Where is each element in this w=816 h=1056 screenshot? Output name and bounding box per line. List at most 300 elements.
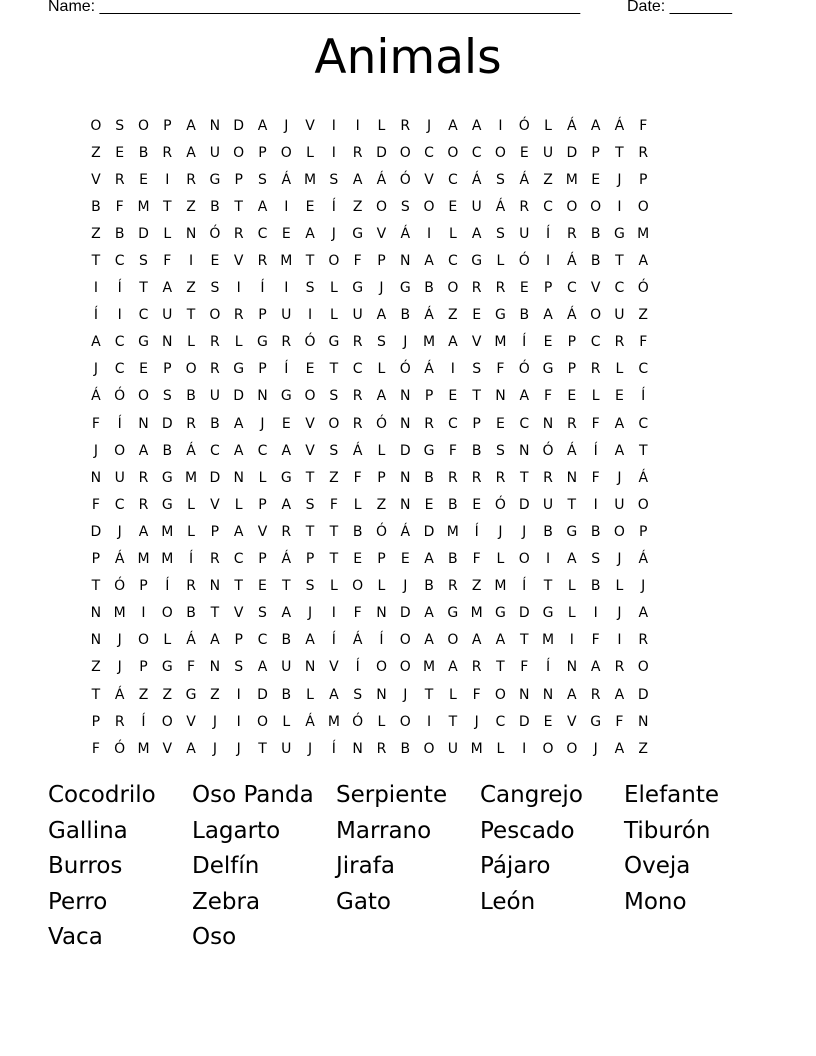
grid-cell: Z: [138, 686, 149, 703]
grid-cell: S: [234, 659, 244, 676]
grid-cell: R: [566, 415, 577, 432]
word-list-item: Oveja: [624, 853, 691, 879]
grid-cell: F: [591, 415, 600, 432]
grid-cell: L: [615, 578, 624, 595]
grid-cell: N: [233, 469, 244, 486]
grid-cell: C: [233, 551, 244, 568]
grid-cell: G: [590, 713, 602, 730]
grid-cell: B: [91, 198, 101, 215]
grid-cell: D: [233, 117, 245, 134]
grid-cell: Á: [281, 551, 292, 568]
grid-cell: Ó: [209, 225, 221, 242]
grid-cell: Í: [641, 388, 646, 405]
grid-cell: G: [399, 280, 411, 297]
grid-cell: A: [233, 523, 244, 540]
grid-cell: N: [637, 713, 649, 730]
grid-cell: J: [212, 740, 217, 757]
grid-cell: G: [542, 605, 554, 622]
grid-cell: I: [593, 605, 598, 622]
grid-cell: A: [257, 198, 268, 215]
grid-cell: V: [162, 740, 173, 757]
grid-cell: P: [258, 551, 267, 568]
word-list-item: Marrano: [336, 817, 432, 844]
grid-cell: I: [593, 496, 598, 513]
grid-cell: I: [236, 713, 241, 730]
grid-cell: S: [305, 496, 315, 513]
grid-cell: Í: [545, 659, 551, 676]
name-label: Name: ______________________________________________________: [48, 0, 581, 15]
grid-cell: V: [376, 225, 387, 242]
grid-cell: A: [448, 117, 458, 134]
grid-cell: Ó: [518, 253, 530, 270]
grid-cell: F: [472, 551, 481, 568]
grid-cell: B: [281, 686, 292, 703]
grid-cell: B: [210, 415, 220, 432]
grid-cell: P: [163, 361, 172, 378]
grid-row: [84, 329, 655, 356]
grid-cell: O: [494, 686, 506, 703]
grid-cell: N: [352, 740, 363, 757]
grid-cell: Ó: [304, 334, 316, 351]
grid-cell: P: [567, 361, 577, 378]
grid-cell: I: [450, 361, 455, 378]
grid-cell: Í: [117, 415, 122, 432]
grid-cell: M: [280, 253, 293, 270]
grid-cell: A: [233, 442, 244, 459]
grid-cell: D: [518, 605, 530, 622]
grid-cell: G: [328, 334, 340, 351]
grid-row: [84, 627, 655, 654]
grid-cell: A: [471, 225, 482, 242]
word-list-item: Cocodrilo: [48, 782, 156, 808]
grid-cell: F: [91, 740, 100, 757]
grid-cell: U: [519, 225, 530, 242]
grid-cell: M: [446, 523, 459, 540]
grid-cell: Ó: [518, 117, 530, 134]
grid-cell: U: [471, 198, 482, 215]
grid-cell: C: [638, 415, 649, 432]
grid-cell: J: [617, 171, 622, 188]
grid-cell: S: [591, 551, 601, 568]
grid-cell: V: [210, 496, 220, 513]
grid-cell: D: [90, 523, 102, 540]
grid-cell: B: [352, 523, 363, 540]
grid-cell: C: [257, 442, 268, 459]
grid-cell: L: [377, 713, 386, 730]
grid-cell: M: [137, 551, 150, 568]
grid-cell: Á: [352, 632, 363, 649]
grid-cell: T: [163, 198, 172, 215]
grid-cell: L: [234, 334, 243, 351]
grid-cell: A: [305, 225, 315, 242]
grid-cell: A: [138, 523, 149, 540]
grid-cell: G: [471, 253, 483, 270]
grid-cell: N: [519, 686, 530, 703]
grid-cell: R: [138, 496, 149, 513]
grid-cell: P: [139, 659, 148, 676]
grid-cell: F: [639, 117, 648, 134]
grid-cell: I: [545, 551, 551, 568]
grid-cell: E: [496, 415, 505, 432]
grid-cell: V: [424, 171, 434, 188]
grid-cell: B: [114, 225, 125, 242]
grid-cell: O: [637, 659, 649, 676]
grid-cell: L: [544, 117, 552, 134]
grid-cell: C: [138, 307, 149, 324]
grid-cell: O: [613, 523, 625, 540]
grid-cell: Á: [471, 171, 482, 188]
grid-cell: T: [472, 388, 481, 405]
grid-cell: J: [403, 578, 408, 595]
grid-cell: I: [93, 280, 98, 297]
grid-cell: N: [400, 253, 411, 270]
grid-cell: R: [590, 686, 601, 703]
grid-cell: F: [496, 361, 505, 378]
grid-cell: O: [328, 415, 340, 432]
grid-cell: U: [542, 496, 554, 513]
grid-cell: R: [186, 578, 196, 595]
grid-cell: B: [186, 605, 196, 622]
grid-cell: R: [138, 469, 149, 486]
grid-cell: A: [91, 334, 101, 351]
grid-cell: R: [162, 144, 173, 161]
grid-cell: N: [400, 415, 411, 432]
grid-cell: J: [93, 442, 98, 459]
grid-cell: N: [566, 659, 578, 676]
grid-row: [84, 220, 655, 247]
grid-cell: I: [498, 117, 503, 134]
word-list-item: Delfín: [192, 853, 260, 879]
grid-cell: B: [448, 496, 458, 513]
grid-cell: N: [400, 496, 411, 513]
grid-cell: U: [281, 307, 292, 324]
grid-cell: G: [352, 280, 364, 297]
grid-cell: I: [284, 198, 289, 215]
grid-cell: F: [329, 496, 338, 513]
grid-cell: A: [257, 659, 268, 676]
grid-cell: T: [496, 659, 505, 676]
grid-cell: O: [447, 144, 459, 161]
grid-cell: B: [471, 442, 482, 459]
grid-cell: B: [590, 253, 601, 270]
grid-cell: G: [280, 388, 292, 405]
grid-cell: C: [638, 361, 649, 378]
grid-cell: B: [162, 442, 173, 459]
grid-cell: V: [590, 280, 601, 297]
grid-cell: Ó: [542, 442, 554, 459]
grid-cell: F: [91, 415, 100, 432]
grid-cell: T: [615, 144, 624, 161]
grid-cell: A: [281, 605, 292, 622]
grid-cell: P: [91, 713, 101, 730]
grid-cell: R: [186, 415, 196, 432]
grid-cell: F: [187, 659, 196, 676]
grid-cell: Í: [545, 225, 551, 242]
grid-cell: L: [329, 307, 338, 324]
grid-cell: L: [496, 253, 505, 270]
header: [48, 0, 732, 16]
grid-cell: Z: [448, 307, 458, 324]
grid-row: [84, 464, 655, 491]
grid-cell: E: [448, 388, 458, 405]
grid-cell: I: [331, 605, 336, 622]
grid-cell: A: [614, 415, 625, 432]
grid-cell: R: [210, 361, 220, 378]
grid-cell: Z: [186, 280, 196, 297]
grid-cell: A: [424, 253, 434, 270]
grid-cell: D: [257, 686, 268, 703]
grid-cell: T: [448, 713, 458, 730]
grid-cell: I: [308, 307, 313, 324]
grid-cell: J: [93, 361, 98, 378]
grid-cell: D: [399, 605, 411, 622]
grid-cell: G: [423, 442, 435, 459]
grid-row: [84, 654, 655, 681]
grid-cell: E: [615, 388, 624, 405]
grid-cell: N: [566, 469, 578, 486]
grid-cell: R: [543, 469, 553, 486]
grid-cell: R: [471, 280, 482, 297]
grid-cell: F: [353, 469, 362, 486]
grid-cell: Á: [281, 171, 292, 188]
grid-cell: D: [566, 144, 578, 161]
grid-cell: G: [161, 496, 173, 513]
grid-cell: F: [353, 253, 362, 270]
grid-cell: I: [355, 117, 360, 134]
grid-cell: P: [258, 361, 267, 378]
grid-cell: L: [377, 578, 386, 595]
grid-cell: J: [308, 605, 313, 622]
grid-cell: A: [614, 442, 625, 459]
grid-cell: Í: [260, 280, 265, 297]
grid-cell: R: [471, 659, 482, 676]
grid-row: [84, 491, 655, 518]
grid-cell: B: [424, 280, 434, 297]
grid-cell: S: [400, 198, 410, 215]
grid-cell: R: [638, 144, 649, 161]
grid-cell: N: [304, 659, 316, 676]
grid-row: [84, 437, 655, 464]
grid-cell: J: [117, 632, 122, 649]
word-list-item: Gallina: [48, 817, 128, 844]
grid-cell: T: [234, 198, 243, 215]
grid-cell: S: [258, 171, 267, 188]
grid-cell: T: [638, 442, 648, 459]
grid-cell: O: [137, 388, 149, 405]
grid-cell: Á: [400, 523, 411, 540]
grid-cell: R: [210, 334, 220, 351]
grid-cell: T: [91, 686, 101, 703]
grid-cell: Á: [352, 442, 363, 459]
grid-cell: B: [543, 523, 553, 540]
grid-cell: U: [209, 144, 220, 161]
grid-cell: Ó: [375, 523, 387, 540]
grid-cell: J: [284, 117, 289, 134]
grid-cell: G: [614, 225, 625, 242]
grid-cell: I: [426, 713, 432, 730]
grid-cell: C: [114, 253, 125, 270]
grid-cell: L: [567, 578, 576, 595]
grid-cell: N: [90, 632, 102, 649]
grid-cell: A: [590, 659, 601, 676]
grid-cell: A: [519, 388, 530, 405]
grid-cell: O: [90, 117, 102, 134]
grid-cell: E: [210, 253, 220, 270]
grid-cell: B: [400, 307, 411, 324]
grid-cell: N: [542, 686, 554, 703]
grid-cell: A: [638, 253, 649, 270]
word-list-item: Oso Panda: [192, 782, 314, 808]
grid-cell: S: [305, 280, 315, 297]
grid-cell: O: [137, 632, 149, 649]
grid-cell: E: [305, 361, 315, 378]
grid-cell: E: [139, 361, 148, 378]
grid-cell: L: [282, 713, 291, 730]
grid-cell: V: [186, 713, 196, 730]
grid-cell: T: [305, 253, 315, 270]
grid-cell: G: [138, 334, 149, 351]
grid-cell: P: [258, 307, 267, 324]
grid-row: [84, 275, 655, 302]
grid-cell: M: [470, 740, 483, 757]
grid-cell: O: [209, 307, 221, 324]
grid-cell: L: [496, 551, 505, 568]
grid-cell: O: [423, 198, 435, 215]
grid-cell: Í: [141, 713, 146, 730]
grid-cell: Z: [638, 740, 649, 757]
grid-cell: F: [353, 605, 362, 622]
grid-cell: S: [329, 388, 339, 405]
grid-cell: Á: [638, 469, 649, 486]
grid-cell: R: [447, 578, 458, 595]
grid-cell: R: [114, 713, 125, 730]
grid-cell: A: [257, 117, 268, 134]
grid-cell: J: [379, 280, 384, 297]
grid-cell: N: [519, 442, 530, 459]
grid-cell: Ó: [494, 496, 506, 513]
word-list-item: Pescado: [480, 817, 575, 844]
grid-cell: D: [376, 144, 387, 161]
grid-cell: B: [138, 144, 149, 161]
grid-cell: Z: [91, 144, 101, 161]
word-list-item: Zebra: [192, 888, 261, 915]
grid-cell: A: [376, 307, 387, 324]
grid-cell: O: [161, 605, 173, 622]
grid-cell: Ó: [399, 171, 411, 188]
grid-cell: S: [377, 334, 386, 351]
grid-cell: O: [161, 713, 173, 730]
grid-cell: T: [329, 523, 339, 540]
grid-cell: C: [447, 253, 458, 270]
grid-cell: L: [377, 442, 386, 459]
grid-cell: O: [566, 740, 578, 757]
grid-cell: C: [114, 496, 125, 513]
grid-cell: Ó: [352, 713, 364, 730]
grid-cell: A: [590, 117, 601, 134]
grid-cell: E: [472, 307, 482, 324]
grid-cell: N: [257, 388, 268, 405]
grid-cell: N: [162, 334, 173, 351]
grid-cell: I: [236, 280, 241, 297]
grid-cell: N: [542, 415, 554, 432]
grid-cell: T: [281, 578, 291, 595]
grid-cell: I: [426, 225, 432, 242]
grid-cell: A: [471, 632, 482, 649]
grid-cell: M: [113, 605, 126, 622]
grid-cell: J: [403, 686, 408, 703]
grid-cell: T: [186, 307, 196, 324]
grid-row: [84, 735, 655, 762]
grid-cell: I: [331, 117, 336, 134]
grid-cell: Í: [593, 442, 598, 459]
grid-cell: A: [424, 605, 434, 622]
grid-cell: E: [305, 198, 315, 215]
grid-cell: Z: [162, 686, 173, 703]
grid-cell: E: [519, 280, 529, 297]
word-list-item: Elefante: [624, 782, 720, 808]
grid-cell: N: [90, 469, 102, 486]
grid-cell: F: [615, 713, 624, 730]
grid-cell: B: [281, 632, 292, 649]
grid-cell: L: [591, 388, 600, 405]
word-list-item: Vaca: [48, 924, 103, 950]
grid-cell: S: [210, 280, 220, 297]
grid-cell: J: [117, 523, 122, 540]
grid-cell: P: [639, 171, 648, 188]
grid-cell: A: [448, 659, 458, 676]
grid-cell: R: [471, 469, 482, 486]
grid-cell: J: [236, 740, 241, 757]
grid-cell: R: [495, 469, 506, 486]
grid-cell: J: [617, 605, 622, 622]
grid-cell: T: [91, 253, 101, 270]
grid-cell: S: [496, 442, 505, 459]
grid-cell: C: [447, 415, 458, 432]
grid-cell: C: [257, 632, 268, 649]
word-list-item: Lagarto: [192, 817, 281, 844]
grid-cell: I: [284, 280, 289, 297]
page-title: Animals: [314, 30, 502, 85]
grid-row: [84, 410, 655, 437]
grid-cell: I: [165, 171, 170, 188]
grid-cell: Á: [186, 632, 196, 649]
grid-row: [84, 600, 655, 627]
grid-cell: O: [637, 496, 649, 513]
grid-cell: J: [498, 523, 503, 540]
grid-cell: R: [376, 740, 387, 757]
grid-cell: P: [139, 578, 148, 595]
grid-cell: V: [305, 117, 315, 134]
grid-cell: J: [331, 225, 336, 242]
grid-cell: Ó: [114, 740, 126, 757]
grid-cell: G: [495, 307, 506, 324]
grid-row: [84, 708, 655, 735]
grid-cell: S: [305, 578, 315, 595]
grid-cell: A: [281, 442, 292, 459]
grid-cell: J: [260, 415, 265, 432]
grid-cell: M: [423, 659, 436, 676]
grid-cell: G: [161, 469, 173, 486]
grid-cell: R: [186, 171, 196, 188]
grid-cell: R: [614, 659, 625, 676]
grid-cell: V: [329, 659, 339, 676]
grid-cell: A: [614, 686, 625, 703]
grid-cell: R: [590, 361, 601, 378]
grid-cell: Ó: [399, 361, 411, 378]
grid-cell: E: [281, 415, 291, 432]
grid-cell: R: [257, 253, 268, 270]
grid-cell: P: [163, 117, 172, 134]
